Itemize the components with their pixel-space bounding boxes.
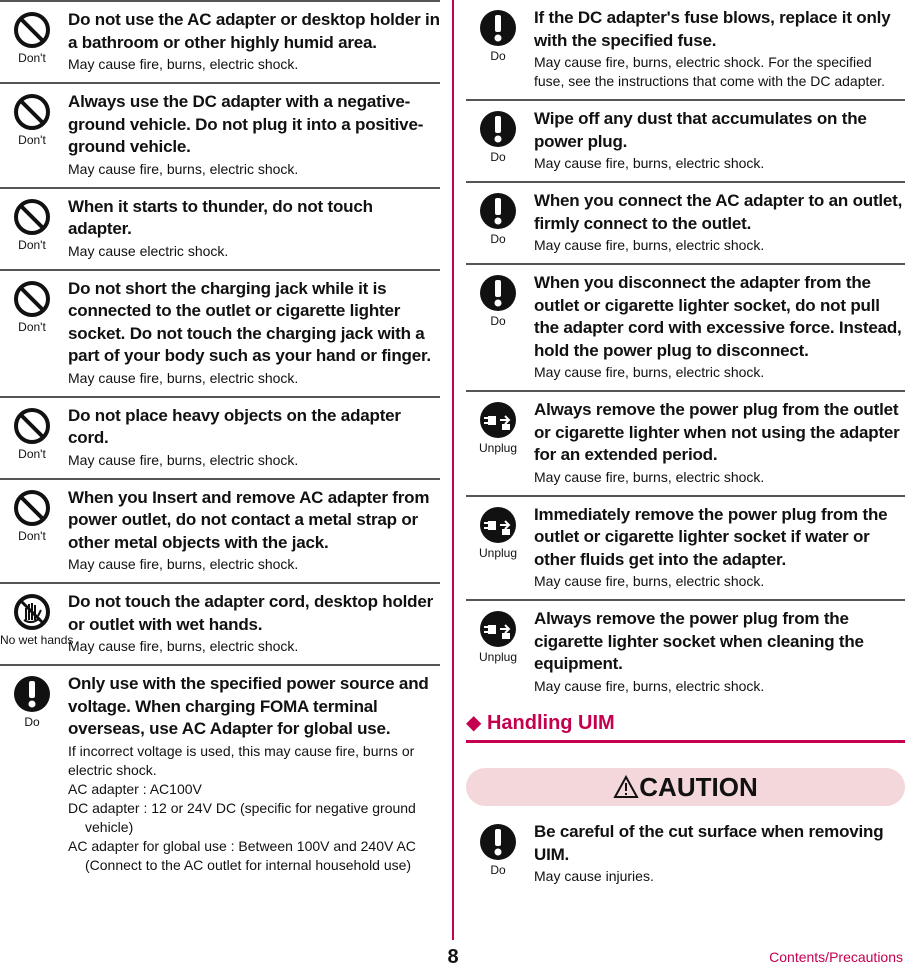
diamond-icon: ◆ [466,712,482,734]
icon-label: Unplug [478,650,518,664]
precaution-title: Do not use the AC adapter or desktop holder in a bathroom or other highly humid area. [68,10,440,52]
precaution-item [0,187,440,269]
precaution-title: Do not place heavy objects on the adapter cord. [68,405,401,447]
precaution-desc: May cause fire, burns, electric shock. [534,364,765,380]
precaution-item [0,82,440,187]
icon-label: Unplug [478,441,518,455]
precaution-item [0,0,440,82]
precaution-title: Only use with the specified power source and voltage. When charging FOMA terminal overseas, use AC Adapter for global use. [68,674,429,738]
precaution-desc: May cause injuries. [534,868,654,884]
precaution-title: Wipe off any dust that accumulates on the power plug. [534,109,867,151]
icon-label: Don't [18,51,46,65]
mandatory-icon [466,273,530,328]
icon-label: Don't [18,319,46,334]
precaution-title: When it starts to thunder, do not touch adapter. [68,196,373,238]
precaution-title: Always remove the power plug from the outlet or cigarette lighter when not using the adapter for an extended period. [534,400,900,464]
voltage-spec: AC adapter for global use : Between 100V and 240V AC (Connect to the AC outlet for internal household use) [68,837,416,873]
icon-label: Don't [18,528,46,543]
precaution-item [0,582,440,664]
precaution-item [466,181,905,263]
unplug-icon [466,400,530,455]
caution-label: CAUTION [639,772,758,802]
mandatory-icon [466,109,530,164]
precaution-desc: May cause fire, burns, electric shock. [68,451,299,468]
prohibition-icon [0,197,64,252]
no-wet-hands-icon [0,592,74,647]
precaution-item [466,99,905,181]
prohibition-icon [0,279,64,334]
precaution-desc: May cause electric shock. [68,242,229,259]
precaution-item [466,814,905,894]
precaution-item [466,0,905,99]
precaution-item [0,478,440,583]
precaution-desc: May cause fire, burns, electric shock. [534,468,765,485]
precaution-item [0,664,440,883]
prohibition-icon [0,10,64,65]
caution-banner [466,768,905,806]
precaution-title: Always remove the power plug from the cigarette lighter socket when cleaning the equipment. [534,609,864,673]
mandatory-icon [466,8,530,63]
page-number: 8 [447,946,459,968]
mandatory-icon [466,191,530,246]
voltage-spec: AC adapter : AC100V [68,780,202,797]
icon-label: Do [490,49,506,63]
icon-label: Don't [18,446,46,461]
column-divider [452,0,454,940]
prohibition-icon [0,488,64,543]
precaution-title: When you Insert and remove AC adapter from power outlet, do not contact a metal strap or other metal objects with the jack. [68,487,430,552]
precaution-item [0,269,440,396]
precaution-desc: May cause fire, burns, electric shock. [534,155,765,171]
section-heading [466,710,905,743]
precaution-title: Immediately remove the power plug from the outlet or cigarette lighter socket if water or other fluids get into the adapter. [534,504,888,569]
precaution-item [466,495,905,600]
unplug-icon [466,505,530,560]
precaution-desc: May cause fire, burns, electric shock. [68,556,299,572]
icon-label: Do [490,232,506,246]
icon-label: Do [490,150,506,164]
icon-label: Don't [18,237,46,252]
warning-triangle-icon [613,772,639,802]
precaution-desc: May cause fire, burns, electric shock. [534,237,765,253]
precaution-desc: May cause fire, burns, electric shock. [68,638,299,654]
precaution-item [0,396,440,478]
section-title: Handling UIM [486,712,615,734]
precaution-title: Be careful of the cut surface when removing UIM. [534,822,884,864]
precaution-title: If the DC adapter's fuse blows, replace it only with the specified fuse. [534,8,891,50]
precaution-desc: If incorrect voltage is used, this may cause fire, burns or electric shock. [68,742,415,778]
icon-label: Do [24,715,40,729]
precaution-title: Do not short the charging jack while it is connected to the outlet or cigarette lighter socket. Do not touch the charging jack with a part of your body such as your hand or finger. [68,278,431,365]
mandatory-icon [466,822,530,877]
precaution-desc: May cause fire, burns, electric shock. [534,573,765,589]
icon-label: Do [490,863,506,877]
precaution-desc: May cause fire, burns, electric shock. [68,369,299,386]
precaution-desc: May cause fire, burns, electric shock. [68,56,299,72]
prohibition-icon [0,406,64,461]
icon-label: Unplug [478,545,518,560]
precaution-desc: May cause fire, burns, electric shock. [68,160,299,177]
precaution-desc: May cause fire, burns, electric shock. For the specified fuse, see the instructions that come with the DC adapter. [534,54,885,89]
right-column [466,0,905,704]
precaution-title: Do not touch the adapter cord, desktop holder or outlet with wet hands. [68,592,434,634]
precaution-title: When you disconnect the adapter from the outlet or cigarette lighter socket, do not pull the adapter cord with excessive force. Instead, hold the power plug to disconnect. [534,273,902,360]
precaution-title: When you connect the AC adapter to an outlet, firmly connect to the outlet. [534,191,903,233]
mandatory-icon [0,674,64,729]
icon-label: No wet hands [0,633,74,647]
footer-link[interactable]: Contents/Precautions [769,949,903,965]
precaution-item [466,390,905,495]
precaution-item [466,599,905,704]
unplug-icon [466,609,530,664]
precaution-desc: May cause fire, burns, electric shock. [534,677,765,694]
icon-label: Don't [18,133,46,147]
left-column [0,0,440,883]
precaution-title: Always use the DC adapter with a negative-ground vehicle. Do not plug it into a positive-ground vehicle. [68,92,424,156]
voltage-spec: DC adapter : 12 or 24V DC (specific for negative ground vehicle) [68,799,416,835]
prohibition-icon [0,92,64,147]
uim-section [466,814,905,894]
precaution-item [466,263,905,390]
icon-label: Do [490,314,506,328]
